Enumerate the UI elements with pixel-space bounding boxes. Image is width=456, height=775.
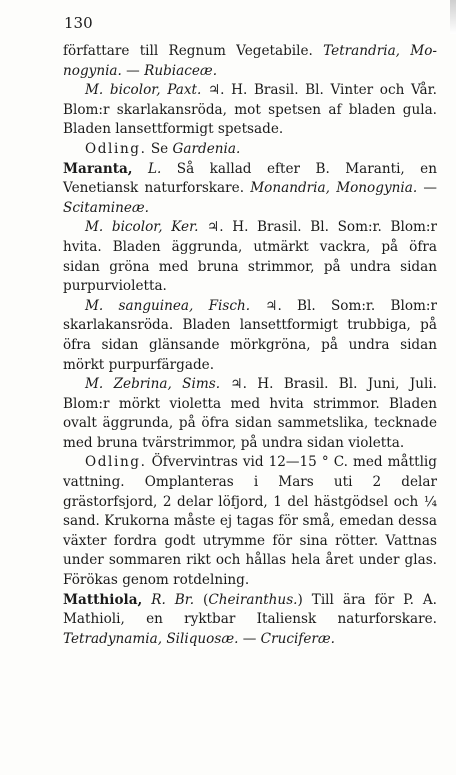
text-run	[142, 592, 151, 608]
paragraph-p0	[63, 42, 437, 81]
text-run: M. Zebrina, Sims.	[85, 376, 221, 393]
text-run: ♃. Bl. Som:r. Blom:r skarlakansröda. Bladen lansettformigt trubbiga, på öfra sidan glänsande mörkgröna, på undra sidan mörkt purpurfärgade.	[63, 297, 437, 373]
page-edge-shadow	[450, 0, 456, 34]
text-run: ) Till ära för P. A. Mathioli, en ryktbar Italiensk naturforskare.	[63, 591, 437, 628]
paragraph-p7	[63, 453, 437, 590]
text-run: —	[417, 180, 437, 197]
paragraph-p6	[63, 375, 437, 453]
paragraph-p8	[63, 591, 437, 650]
paragraph-p2	[63, 140, 437, 160]
text-run: Odling.	[85, 454, 147, 471]
text-run: ♃. H. Brasil. Bl. Som:r. Blom:r hvita. Bladen äggrunda, utmärkt vackra, på öfra sidan gröna med bruna strimmor, på undra sidan purpurvioletta.	[63, 219, 437, 295]
text-run	[133, 161, 148, 177]
paragraph-p3	[63, 160, 437, 219]
text-run: Cruciferæ.	[260, 630, 335, 647]
text-run: L.	[147, 160, 162, 177]
text-run: Monandria, Monogynia.	[250, 180, 418, 197]
text-run: Se	[146, 140, 173, 157]
paragraph-p1	[63, 81, 437, 140]
text-run: Maranta,	[63, 160, 133, 177]
text-run: Scitamineæ.	[63, 199, 149, 216]
paragraph-p5	[63, 297, 437, 375]
text-run: Tetrandria, Mo-nogynia.	[63, 43, 437, 79]
text-run: Så kallad efter B. Maranti, en Venetiansk naturforskare.	[63, 160, 437, 197]
text-run: Rubiaceæ.	[144, 62, 218, 79]
text-run: —	[121, 62, 145, 79]
text-run: —	[238, 630, 261, 647]
text-run: Odling.	[85, 140, 147, 157]
text-run: författare till Regnum Vegetabile.	[63, 43, 324, 59]
text-run: Tetradynamia, Siliquosæ.	[63, 630, 239, 647]
text-run: M. bicolor, Paxt.	[85, 82, 202, 99]
text-run: (	[194, 591, 209, 608]
text-run: Matthiola,	[63, 591, 143, 608]
text-run: Öfvervintras vid 12—15 ° C. med måttlig vattning. Omplanteras i Mars uti 2 delar grästorfsjord, 2 delar löfjord, 1 del hästgödsel och ¼ sand. Krukorna måste ej tagas för små, emedan dessa växter fordra godt utrymme för sina rötter. Vattnas under sommaren rikt och hållas hela året under glas. Förökas genom rotdelning.	[63, 454, 437, 589]
text-run: M. sanguinea, Fisch.	[85, 297, 251, 314]
text-run: R. Br.	[151, 591, 195, 608]
text-run: Cheiranthus.	[208, 591, 298, 608]
body-text	[63, 42, 437, 649]
text-run: ♃. H. Brasil. Bl. Vinter och Vår. Blom:r skarlakansröda, mot spetsen af bladen gula. Bladen lansettformigt spetsade.	[63, 82, 437, 138]
text-run: M. bicolor, Ker.	[85, 219, 199, 236]
text-run: ♃. H. Brasil. Bl. Juni, Juli. Blom:r mörkt violetta med hvita strimmor. Bladen ovalt äggrunda, på öfra sidan sammetslika, tecknade med bruna tvärstrimmor, på undra sidan violetta.	[63, 376, 438, 451]
page-number: 130	[64, 14, 93, 32]
text-run: Gardenia.	[172, 140, 241, 157]
paragraph-p4	[63, 218, 437, 296]
